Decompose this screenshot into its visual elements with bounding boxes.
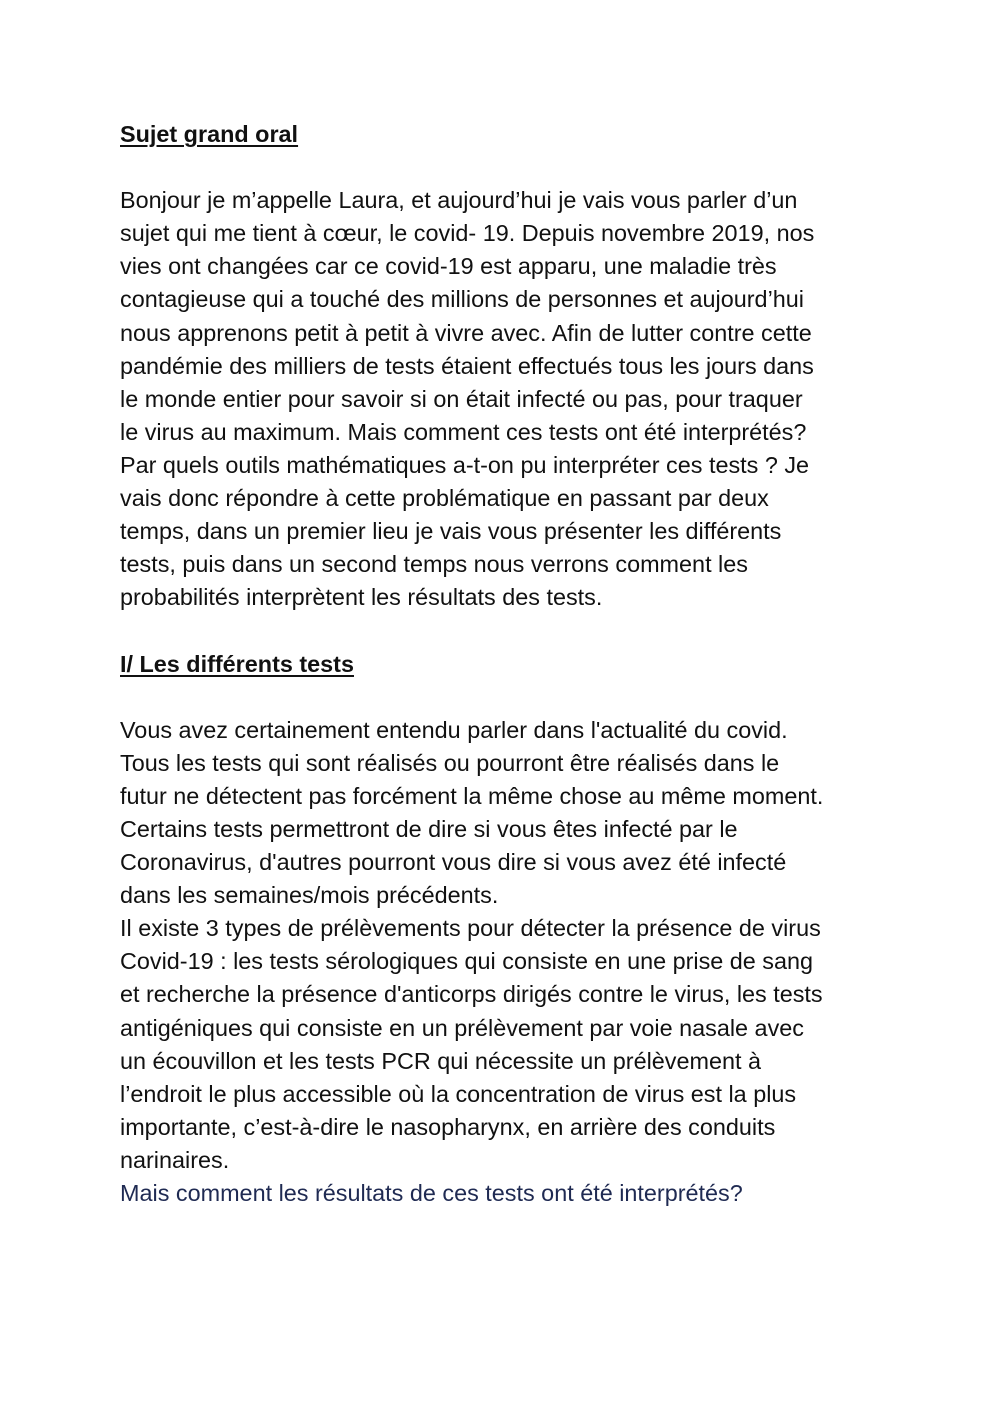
intro-line: vais donc répondre à cette problématique en passant par deux xyxy=(120,485,769,512)
intro-line: le monde entier pour savoir si on était infecté ou pas, pour traquer xyxy=(120,385,803,412)
section-line: Certains tests permettront de dire si vous êtes infecté par le xyxy=(120,815,738,842)
closing-question: Mais comment les résultats de ces tests ont été interprétés? xyxy=(120,1180,743,1206)
spacer xyxy=(120,614,880,647)
intro-line: temps, dans un premier lieu je vais vous présenter les différents xyxy=(120,518,782,545)
intro-line: nous apprenons petit à petit à vivre avec. Afin de lutter contre cette xyxy=(120,319,812,346)
intro-line: vies ont changées car ce covid-19 est apparu, une maladie très xyxy=(120,253,777,280)
intro-line: sujet qui me tient à cœur, le covid- 19. Depuis novembre 2019, nos xyxy=(120,220,815,247)
section-paragraph xyxy=(120,714,880,1210)
section-line: un écouvillon et les tests PCR qui nécessite un prélèvement à xyxy=(120,1047,761,1074)
section-line: importante, c’est-à-dire le nasopharynx, en arrière des conduits xyxy=(120,1113,776,1140)
section-heading: I/ Les différents tests xyxy=(120,650,354,677)
intro-line: Bonjour je m’appelle Laura, et aujourd’hui je vais vous parler d’un xyxy=(120,187,798,214)
section-line: Tous les tests qui sont réalisés ou pourront être réalisés dans le xyxy=(120,749,780,776)
intro-paragraph xyxy=(120,184,880,614)
section-line: narinaires. xyxy=(120,1146,230,1173)
document-body xyxy=(120,118,880,1210)
intro-line: probabilités interprètent les résultats des tests. xyxy=(120,584,603,611)
section-line: Coronavirus, d'autres pourront vous dire si vous avez été infecté xyxy=(120,849,787,876)
section-line: antigéniques qui consiste en un prélèvement par voie nasale avec xyxy=(120,1014,804,1041)
section-line: Covid-19 : les tests sérologiques qui consiste en une prise de sang xyxy=(120,948,814,975)
section-line: dans les semaines/mois précédents. xyxy=(120,882,499,909)
section-line: futur ne détectent pas forcément la même chose au même moment. xyxy=(120,782,824,809)
intro-line: pandémie des milliers de tests étaient effectués tous les jours dans xyxy=(120,352,814,379)
section-line: et recherche la présence d'anticorps dirigés contre le virus, les tests xyxy=(120,981,823,1008)
document-title: Sujet grand oral xyxy=(120,121,299,147)
spacer xyxy=(120,151,880,184)
intro-line: Par quels outils mathématiques a-t-on pu interpréter ces tests ? Je xyxy=(120,451,810,478)
spacer xyxy=(120,681,880,714)
intro-line: contagieuse qui a touché des millions de personnes et aujourd’hui xyxy=(120,286,804,313)
section-line: l’endroit le plus accessible où la concentration de virus est la plus xyxy=(120,1080,797,1107)
intro-line: tests, puis dans un second temps nous verrons comment les xyxy=(120,551,748,578)
intro-line: le virus au maximum. Mais comment ces tests ont été interprétés? xyxy=(120,418,807,445)
section-line: Il existe 3 types de prélèvements pour détecter la présence de virus xyxy=(120,915,821,942)
section-line: Vous avez certainement entendu parler dans l'actualité du covid. xyxy=(120,716,788,743)
